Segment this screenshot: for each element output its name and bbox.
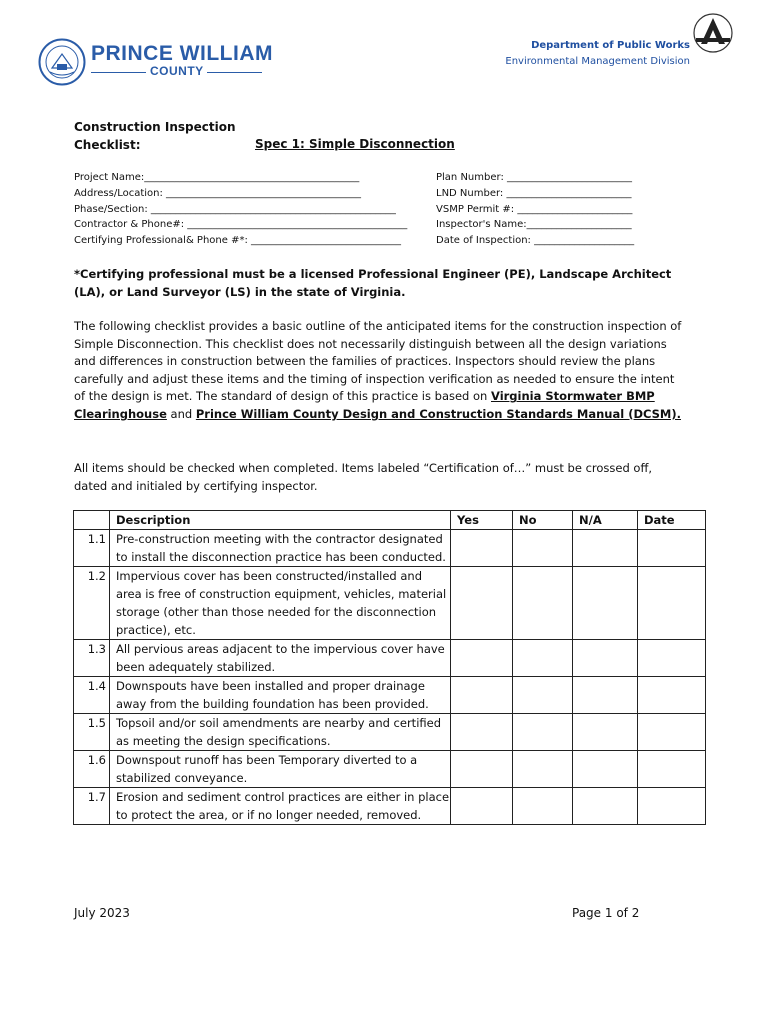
date-cell[interactable] bbox=[638, 640, 706, 677]
row-description: Pre-construction meeting with the contractor designated to install the disconnection practice has been conducted. bbox=[110, 530, 451, 567]
plan-number-field[interactable]: Plan Number: _________________________ bbox=[436, 172, 632, 183]
na-cell[interactable] bbox=[573, 751, 638, 788]
na-cell[interactable] bbox=[573, 567, 638, 640]
no-cell[interactable] bbox=[513, 677, 573, 714]
header-description: Description bbox=[110, 511, 451, 530]
row-number: 1.7 bbox=[74, 788, 110, 825]
title-line1: Construction Inspection bbox=[74, 120, 236, 134]
dcsm-link[interactable]: Prince William County Design and Construction Standards Manual (DCSM). bbox=[195, 406, 681, 421]
org-name-line2: COUNTY bbox=[150, 64, 204, 78]
na-cell[interactable] bbox=[573, 640, 638, 677]
title-line2: Checklist: bbox=[74, 138, 141, 152]
table-row bbox=[74, 751, 706, 788]
row-description: Topsoil and/or soil amendments are nearby and certified as meeting the design specifications. bbox=[110, 714, 451, 751]
intro-paragraph bbox=[74, 318, 684, 424]
yes-cell[interactable] bbox=[451, 788, 513, 825]
footer-date: July 2023 bbox=[74, 906, 130, 920]
apwa-emblem-icon bbox=[686, 12, 740, 54]
bmp-clearinghouse-link[interactable]: Virginia Stormwater BMP Clearinghouse bbox=[74, 389, 655, 421]
row-number: 1.2 bbox=[74, 567, 110, 640]
table-row bbox=[74, 567, 706, 640]
row-number: 1.3 bbox=[74, 640, 110, 677]
yes-cell[interactable] bbox=[451, 530, 513, 567]
division-name: Environmental Management Division bbox=[505, 56, 690, 67]
org-name-line1: PRINCE WILLIAM bbox=[91, 42, 273, 65]
header-yes: Yes bbox=[451, 511, 513, 530]
project-fields-left bbox=[74, 170, 407, 249]
yes-cell[interactable] bbox=[451, 751, 513, 788]
no-cell[interactable] bbox=[513, 530, 573, 567]
row-description: Downspouts have been installed and proper drainage away from the building foundation has been provided. bbox=[110, 677, 451, 714]
logo-rule-left bbox=[91, 72, 146, 73]
no-cell[interactable] bbox=[513, 567, 573, 640]
page-number: Page 1 of 2 bbox=[572, 906, 640, 920]
na-cell[interactable] bbox=[573, 677, 638, 714]
project-fields-right bbox=[436, 170, 634, 249]
lnd-number-field[interactable]: LND Number: _________________________ bbox=[436, 187, 632, 199]
no-cell[interactable] bbox=[513, 788, 573, 825]
table-row bbox=[74, 530, 706, 567]
checklist-table bbox=[73, 510, 706, 825]
row-description: Impervious cover has been constructed/installed and area is free of construction equipment, vehicles, material storage (other than those needed for the disconnection practice), etc. bbox=[110, 567, 451, 640]
row-description: Downspout runoff has been Temporary diverted to a stabilized conveyance. bbox=[110, 751, 451, 788]
na-cell[interactable] bbox=[573, 788, 638, 825]
table-row bbox=[74, 640, 706, 677]
yes-cell[interactable] bbox=[451, 677, 513, 714]
county-seal-icon bbox=[38, 38, 86, 86]
inspector-name-field[interactable]: Inspector's Name:_____________________ bbox=[436, 219, 632, 231]
date-cell[interactable] bbox=[638, 567, 706, 640]
table-header-row bbox=[74, 511, 706, 530]
header-num bbox=[74, 511, 110, 530]
department-block bbox=[505, 38, 690, 70]
certification-note: *Certifying professional must be a licensed Professional Engineer (PE), Landscape Architect (LA), or Land Surveyor (LS) in the state of Virginia. bbox=[74, 267, 672, 299]
date-cell[interactable] bbox=[638, 751, 706, 788]
instructions-paragraph: All items should be checked when completed. Items labeled “Certification of…” must be crossed off, dated and initialed by certifying inspector. bbox=[74, 461, 653, 493]
header-no: No bbox=[513, 511, 573, 530]
inspection-date-field[interactable]: Date of Inspection: ____________________ bbox=[436, 235, 635, 247]
row-number: 1.1 bbox=[74, 530, 110, 567]
row-description: Erosion and sediment control practices are either in place to protect the area, or if no longer needed, removed. bbox=[110, 788, 451, 825]
no-cell[interactable] bbox=[513, 714, 573, 751]
header-na: N/A bbox=[573, 511, 638, 530]
no-cell[interactable] bbox=[513, 751, 573, 788]
department-name: Department of Public Works bbox=[531, 40, 690, 51]
yes-cell[interactable] bbox=[451, 640, 513, 677]
address-field[interactable]: Address/Location: _______________________________________ bbox=[74, 187, 362, 199]
row-number: 1.4 bbox=[74, 677, 110, 714]
date-cell[interactable] bbox=[638, 530, 706, 567]
checklist-title bbox=[74, 118, 236, 154]
table-row bbox=[74, 677, 706, 714]
header-date: Date bbox=[638, 511, 706, 530]
row-number: 1.6 bbox=[74, 751, 110, 788]
yes-cell[interactable] bbox=[451, 714, 513, 751]
row-number: 1.5 bbox=[74, 714, 110, 751]
date-cell[interactable] bbox=[638, 677, 706, 714]
certifying-professional-field[interactable]: Certifying Professional& Phone #*: ______________________________ bbox=[74, 235, 402, 247]
spec-title: Spec 1: Simple Disconnection bbox=[255, 137, 455, 151]
intro-text: The following checklist provides a basic outline of the anticipated items for the construction inspection of Simple Disconnection. This checklist does not necessarily distinguish between all the design variations and differences in construction between the families of practices. Inspectors should review the plans carefully and adjust these items and the timing of inspection verification as needed to ensure the intent of the design is met. The standard of design of this practice is based on bbox=[74, 319, 682, 404]
logo-rule-right bbox=[207, 72, 262, 73]
phase-field[interactable]: Phase/Section: _________________________________________________ bbox=[74, 203, 396, 215]
intro-joiner: and bbox=[166, 406, 196, 421]
na-cell[interactable] bbox=[573, 530, 638, 567]
date-cell[interactable] bbox=[638, 788, 706, 825]
yes-cell[interactable] bbox=[451, 567, 513, 640]
table-row bbox=[74, 714, 706, 751]
no-cell[interactable] bbox=[513, 640, 573, 677]
date-cell[interactable] bbox=[638, 714, 706, 751]
vsmp-permit-field[interactable]: VSMP Permit #: _______________________ bbox=[436, 203, 633, 215]
row-description: All pervious areas adjacent to the impervious cover have been adequately stabilized. bbox=[110, 640, 451, 677]
table-row bbox=[74, 788, 706, 825]
na-cell[interactable] bbox=[573, 714, 638, 751]
project-name-field[interactable]: Project Name:___________________________________________ bbox=[74, 172, 360, 183]
contractor-field[interactable]: Contractor & Phone#: ____________________________________________ bbox=[74, 219, 408, 231]
